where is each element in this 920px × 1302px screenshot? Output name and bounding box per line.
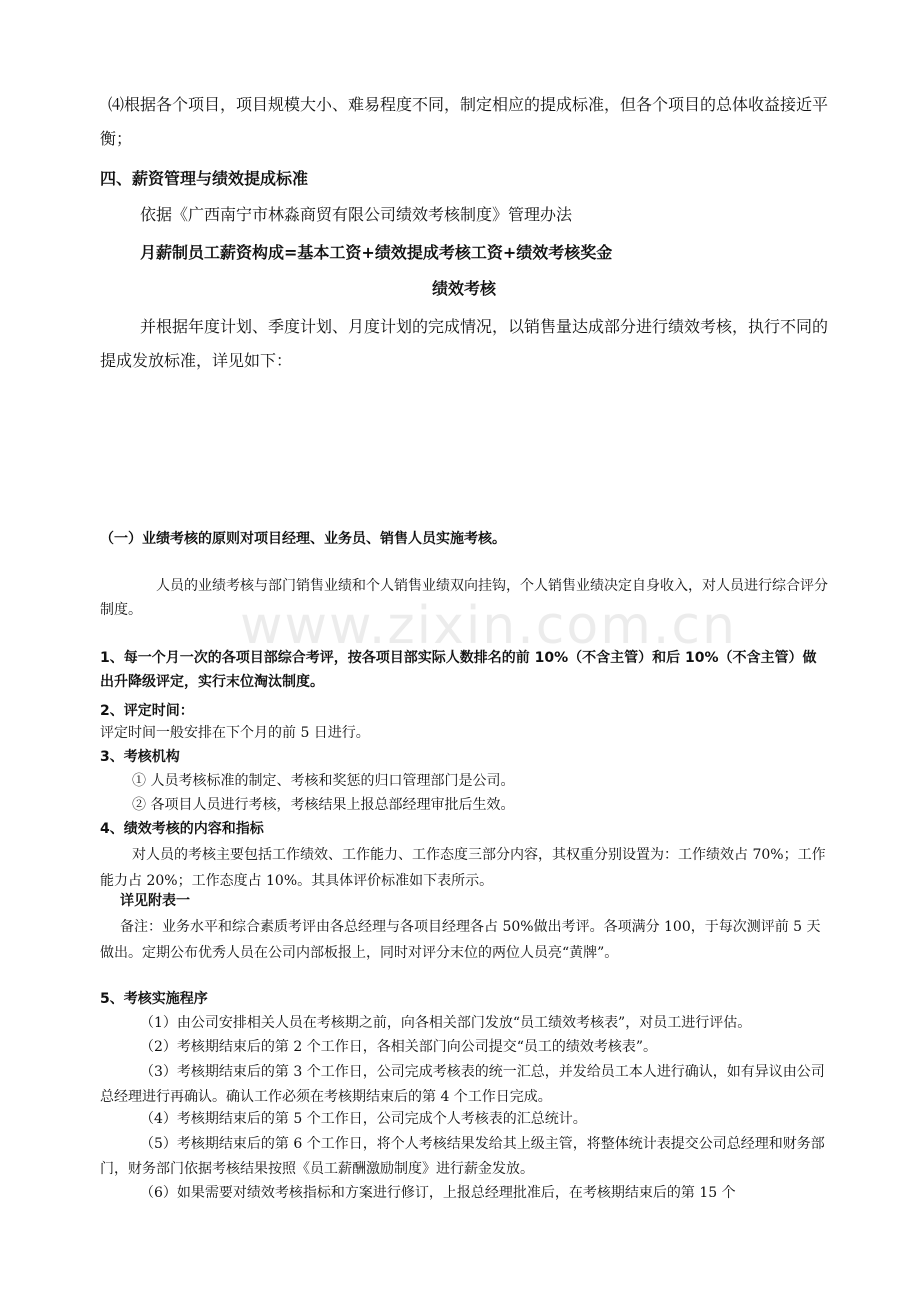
item-2-title: 2、评定时间：	[100, 703, 194, 719]
step-6: （6）如果需要对绩效考核指标和方案进行修订，上报总经理批准后，在考核期结束后的第 15 个	[140, 1185, 736, 1201]
item-4-body: 对人员的考核主要包括工作绩效、工作能力、工作态度三部分内容，其权重分别设置为：工作绩效占 70%；工作能力占 20%；工作态度占 10%。其具体评价标准如下表所示。	[100, 847, 826, 889]
paragraph-performance-plan: 并根据年度计划、季度计划、月度计划的完成情况，以销售量达成部分进行绩效考核，执行不同的提成发放标准，详见如下：	[100, 317, 829, 370]
step-2: （2）考核期结束后的第 2 个工作日，各相关部门向公司提交“员工的绩效考核表”。	[140, 1039, 658, 1055]
watermark: www.zixin.com.cn	[240, 596, 737, 656]
item-3-b: ② 各项目人员进行考核，考核结果上报总部经理审批后生效。	[132, 797, 515, 813]
salary-formula: 月薪制员工薪资构成=基本工资+绩效提成考核工资+绩效考核奖金	[140, 243, 613, 262]
step-4: （4）考核期结束后的第 5 个工作日，公司完成个人考核表的汇总统计。	[140, 1111, 587, 1127]
performance-title: 绩效考核	[431, 279, 496, 298]
heading-section-4: 四、薪资管理与绩效提成标准	[100, 169, 309, 188]
step-1: （1）由公司安排相关人员在考核期之前，向各相关部门发放“员工绩效考核表”，对员工进行评估。	[140, 1015, 752, 1031]
step-3: （3）考核期结束后的第 3 个工作日，公司完成考核表的统一汇总，并发给员工本人进行确认，如有异议由公司总经理进行再确认。确认工作必须在考核期结束后的第 4 个工作日完成。	[100, 1064, 825, 1105]
section-1-body: 人员的业绩考核与部门销售业绩和个人销售业绩双向挂钩，个人销售业绩决定自身收入，对人员进行综合评分制度。	[100, 578, 828, 618]
paragraph-project-balance: ⑷根据各个项目，项目规模大小、难易程度不同，制定相应的提成标准，但各个项目的总体收益接近平衡；	[100, 95, 829, 148]
item-5-title: 5、考核实施程序	[100, 991, 208, 1007]
paragraph-basis: 依据《广西南宁市林淼商贸有限公司绩效考核制度》管理办法	[140, 205, 573, 224]
item-2-body: 评定时间一般安排在下个月的前 5 日进行。	[100, 725, 370, 741]
item-3-a: ① 人员考核标准的制定、考核和奖惩的归口管理部门是公司。	[132, 773, 515, 789]
item-3-title: 3、考核机构	[100, 749, 180, 765]
note-paragraph: 备注：业务水平和综合素质考评由各总经理与各项目经理各占 50%做出考评。各项满分 100，于每次测评前 5 天做出。定期公布优秀人员在公司内部板报上，同时对评分末位的两位人员亮“黄牌”。	[100, 919, 821, 961]
step-5: （5）考核期结束后的第 6 个工作日，将个人考核结果发给其上级主管，将整体统计表提交公司总经理和财务部门，财务部门依据考核结果按照《员工薪酬激励制度》进行薪金发放。	[100, 1136, 825, 1177]
section-1-title: （一）业绩考核的原则对项目经理、业务员、销售人员实施考核。	[100, 531, 506, 547]
appendix-link-text: 详见附表一	[120, 893, 190, 909]
item-1: 1、每一个月一次的各项目部综合考评，按各项目部实际人数排名的前 10%（不含主管）和后 10%（不含主管）做出升降级评定，实行末位淘汰制度。	[100, 650, 817, 690]
item-4-title: 4、绩效考核的内容和指标	[100, 821, 264, 837]
